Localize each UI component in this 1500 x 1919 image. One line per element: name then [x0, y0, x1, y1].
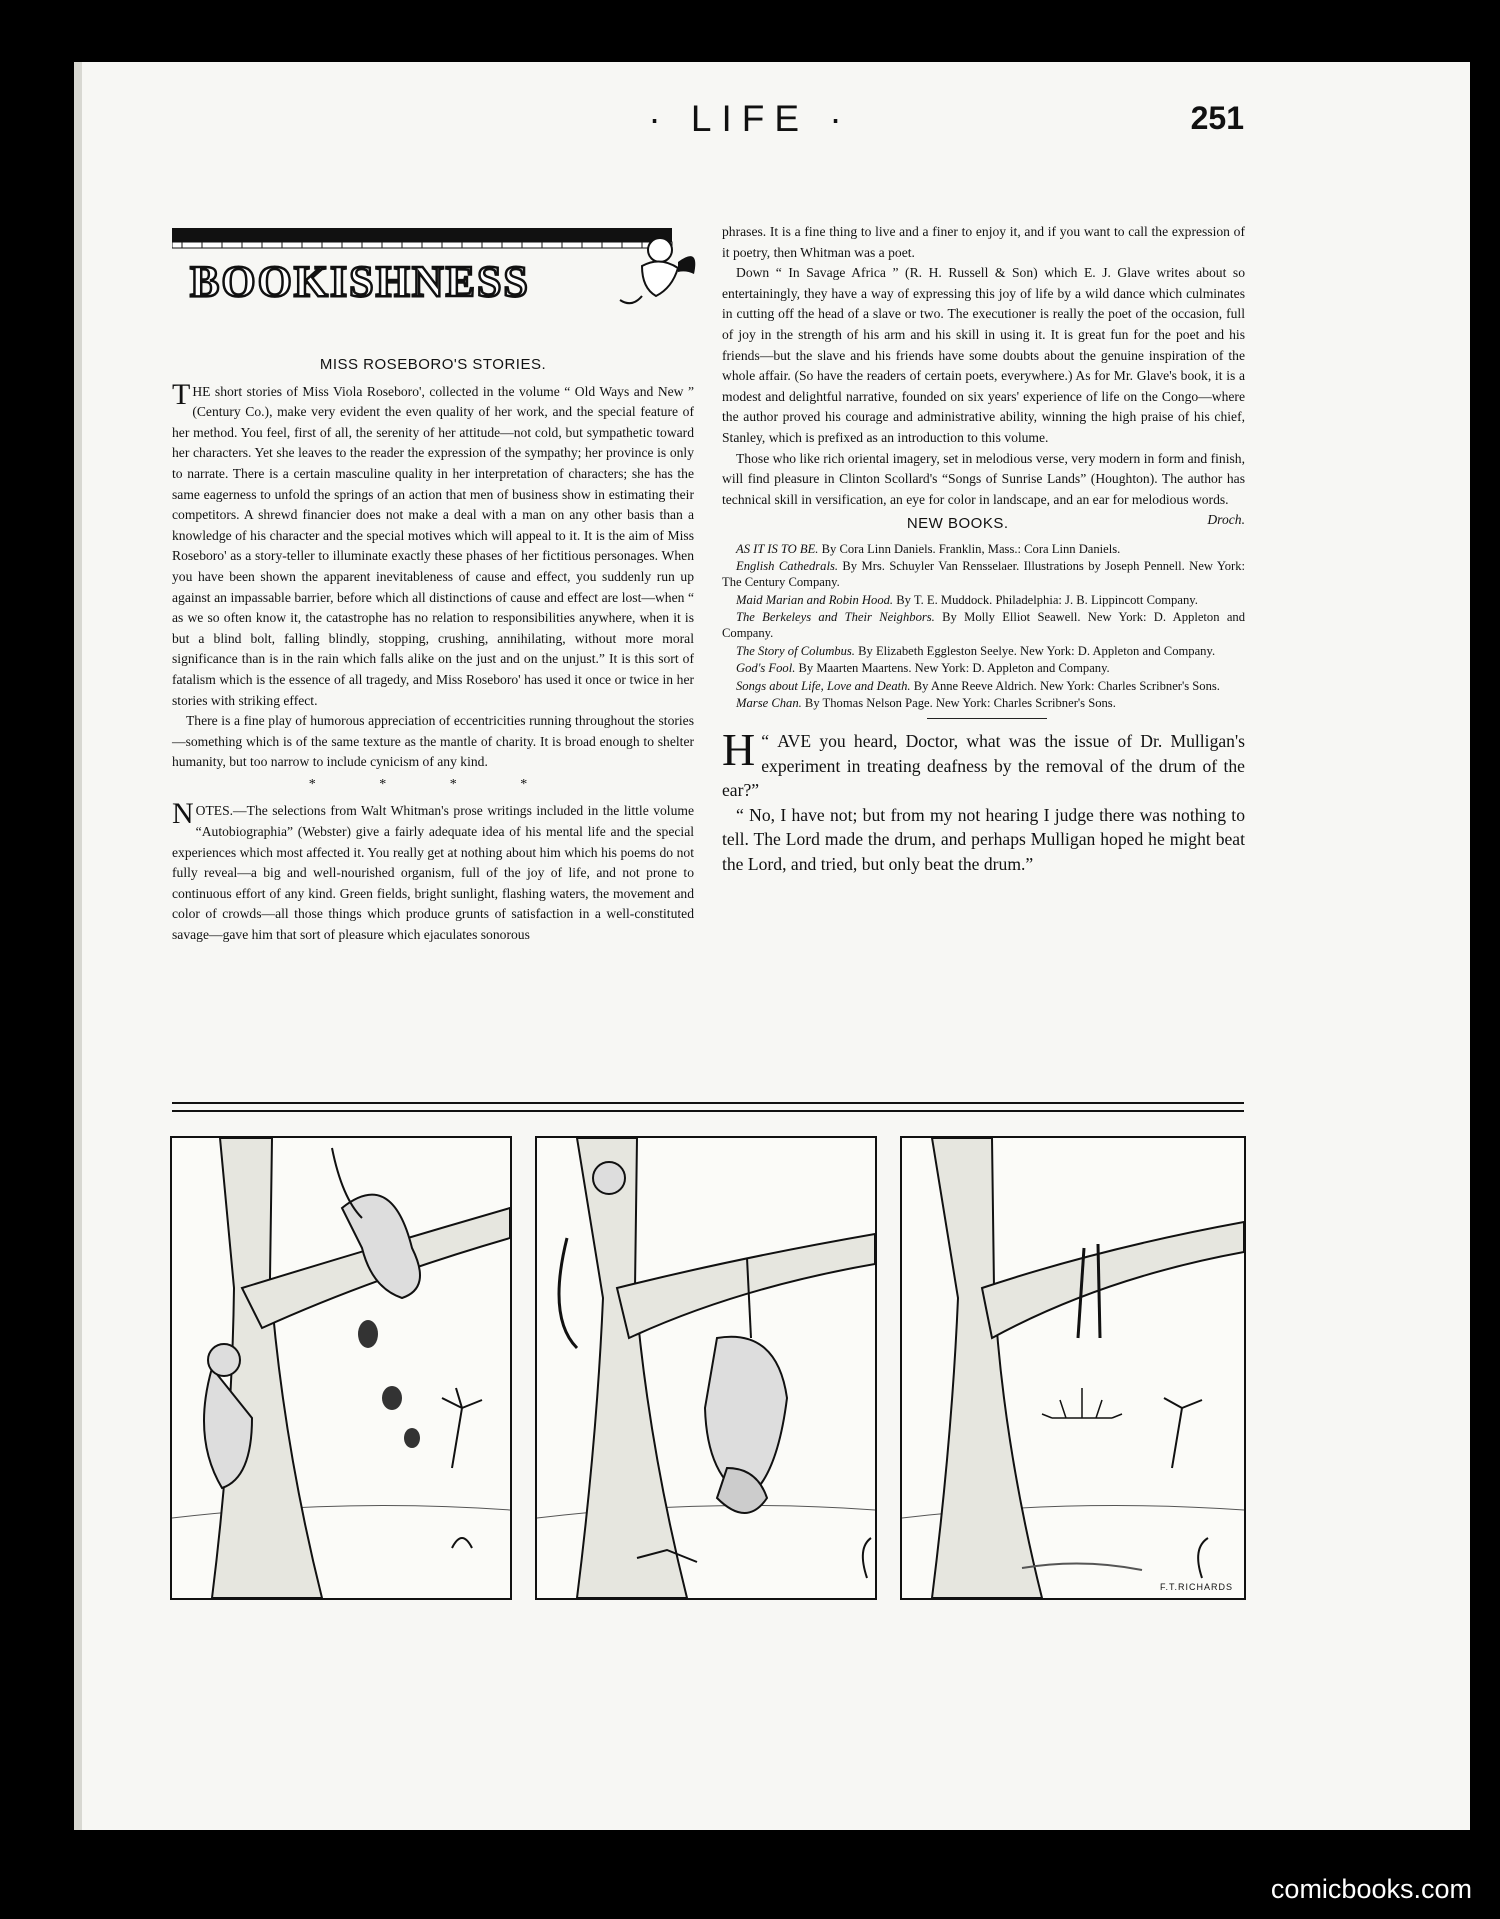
cartoon-panel-1 — [170, 1136, 512, 1600]
book-title: God's Fool. — [736, 661, 796, 676]
book-entry — [722, 695, 1245, 711]
bookishness-banner — [172, 226, 702, 312]
book-title: The Story of Columbus. — [736, 643, 855, 658]
book-title: Maid Marian and Robin Hood. — [736, 592, 894, 607]
book-title: AS IT IS TO BE. — [736, 541, 819, 556]
section-divider: * * * * — [308, 776, 558, 792]
page-number: 251 — [1190, 100, 1244, 136]
notes-paragraph: Down “ In Savage Africa ” (R. H. Russell & Son) which E. J. Glave writes about so entertainingly, they have a way of expressing this joy of life by a wild dance which culminates in cutting off the head of a slave or two. The executioner is really the poet of the occasion, full of joy in the strength of his arm and his skill in using it. It is great fun for the poet and his friends—but the slave and his friends have some doubts about the genuine inspiration of the whole affair. (So have the readers of certain poets, everywhere.) As for Mr. Glave's book, it is a modest and delightful narrative, founded on six years' experience of life on the Congo—where the author proved his courage and administrative ability, winning the high praise of his chief, Stanley, which is prefixed as an introduction to this volume. — [722, 265, 1245, 445]
double-rule — [172, 1102, 1244, 1112]
book-entry — [722, 592, 1245, 608]
anecdote — [722, 724, 1245, 876]
magazine-title: · LIFE · — [648, 98, 852, 139]
anecdote-paragraph: “ No, I have not; but from my not hearing I judge there was nothing to tell. The Lord made the drum, and perhaps Mulligan hoped he might beat the Lord, and tried, but only beat the drum.” — [722, 804, 1245, 874]
right-column — [722, 222, 1245, 876]
new-books-heading: NEW BOOKS. — [906, 515, 1009, 533]
book-entry — [722, 558, 1245, 590]
banner-text: BOOKISHNESS — [190, 257, 530, 306]
book-entry — [722, 643, 1245, 659]
book-entry — [722, 678, 1245, 694]
book-title: The Berkeleys and Their Neighbors. — [736, 610, 935, 625]
article-paragraph: There is a fine play of humorous appreciation of eccentricities running throughout the stories—something which is of the same texture as the mantle of charity. It is broad enough to shelter humanity, but too narrow to include cynicism of any kind. — [172, 713, 694, 770]
anecdote-paragraph: “ H AVE you heard, Doctor, what was the issue of Dr. Mulligan's experiment in treating deafness by the removal of the drum of the ear?” — [722, 724, 1245, 801]
book-details: By Maarten Maartens. New York: D. Appleton and Company. — [795, 661, 1110, 676]
cartoon-panel-3 — [900, 1136, 1246, 1600]
book-title: Songs about Life, Love and Death. — [736, 678, 911, 693]
book-details: By Thomas Nelson Page. New York: Charles Scribner's Sons. — [801, 696, 1116, 711]
book-title: English Cathedrals. — [736, 559, 839, 574]
watermark: comicbooks.com — [1270, 1874, 1472, 1904]
article-paragraph: THE short stories of Miss Viola Roseboro', collected in the volume “ Old Ways and New ” (Century Co.), make very evident the even quality of her work, and the special feature of her method. You feel, first of all, the serenity of her attitude—not cold, but sympathetic toward her characters. Yet she leaves to the reader the expression of the sympathy; her province is only to narrate. There is a certain masculine quality in her interpretation of characters; she has the same eagerness to unfold the springs of an action that men of business show in estimating their competitors. A shrewd financier does not make a deal with a man on any other basis than a knowledge of his character and the special motives which will appeal to it. It is the aim of Miss Roseboro' as a story-teller to illuminate exactly these phases of her fictitious personages. When you have been shown the apparent inevitableness of cause and effect, you suddenly run up against an impassable barrier, before which all distinctions of cause and effect are lost—when “ as we so often know it, the catastrophe has no relation to responsibilities anywhere, when it is but a blind bolt, falling blindly, stopping, crushing, annihilating, without more moral significance than is in the rain which falls alike on the just and on the unjust.” It is this sort of fatalism which is the essence of all tragedy, and Miss Roseboro' has used it once or twice in her stories with striking effect. — [172, 377, 694, 708]
notes-paragraph: Those who like rich oriental imagery, set in melodious verse, very modern in form and finish, will find pleasure in Clinton Scollard's “Songs of Sunrise Lands” (Houghton). The author has technical skill in versification, an eye for color in landscape, and an ear for melodious words. Droch. — [722, 449, 1245, 511]
artist-signature: F.T.RICHARDS — [1160, 1582, 1234, 1592]
drop-cap: H — [722, 724, 756, 776]
notes-paragraph: NOTES.—The selections from Walt Whitman's prose writings included in the little volume “Autobiographia” (Webster) give a fairly adequate idea of his mental life and the special experiences which most affected it. You really get at nothing about him which his poems do not fully reveal—a big and well-nourished organism, full of the joy of life, and not prone to continuous effort of any kind. Green fields, bright sunlight, flashing waters, the movement and color of crowds—all those things which produce grunts of satisfaction in a well-constituted savage—gave him that sort of pleasure which ejaculates sonorous — [172, 797, 694, 943]
book-details: By Molly Elliot Seawell. New York: D. Appleton and Company. — [722, 610, 1246, 641]
book-details: By Elizabeth Eggleston Seelye. New York: D. Appleton and Company. — [854, 643, 1216, 658]
drop-cap: N — [172, 797, 194, 831]
book-details: By Mrs. Schuyler Van Rensselaer. Illustrations by Joseph Pennell. New York: The Century Company. — [722, 559, 1246, 590]
book-details: By T. E. Muddock. Philadelphia: J. B. Lippincott Company. — [893, 592, 1198, 607]
page-gutter — [74, 62, 82, 1830]
book-title: Marse Chan. — [736, 696, 802, 711]
book-entry — [722, 609, 1245, 641]
book-details: By Cora Linn Daniels. Franklin, Mass.: Cora Linn Daniels. — [818, 541, 1121, 556]
article-heading: MISS ROSEBORO'S STORIES. — [319, 356, 547, 373]
book-entry — [722, 660, 1245, 676]
author-signature: Droch. — [1207, 512, 1245, 528]
left-column — [172, 355, 694, 946]
cartoon-panel-2 — [535, 1136, 877, 1600]
notes-continued: phrases. It is a fine thing to live and a finer to enjoy it, and if you want to call the expression of it poetry, then Whitman was a poet. — [722, 224, 1245, 260]
new-books-list — [722, 541, 1245, 712]
short-rule — [927, 718, 1047, 719]
drop-cap: T — [172, 377, 191, 411]
book-details: By Anne Reeve Aldrich. New York: Charles Scribner's Sons. — [910, 678, 1220, 693]
book-entry — [722, 541, 1245, 557]
